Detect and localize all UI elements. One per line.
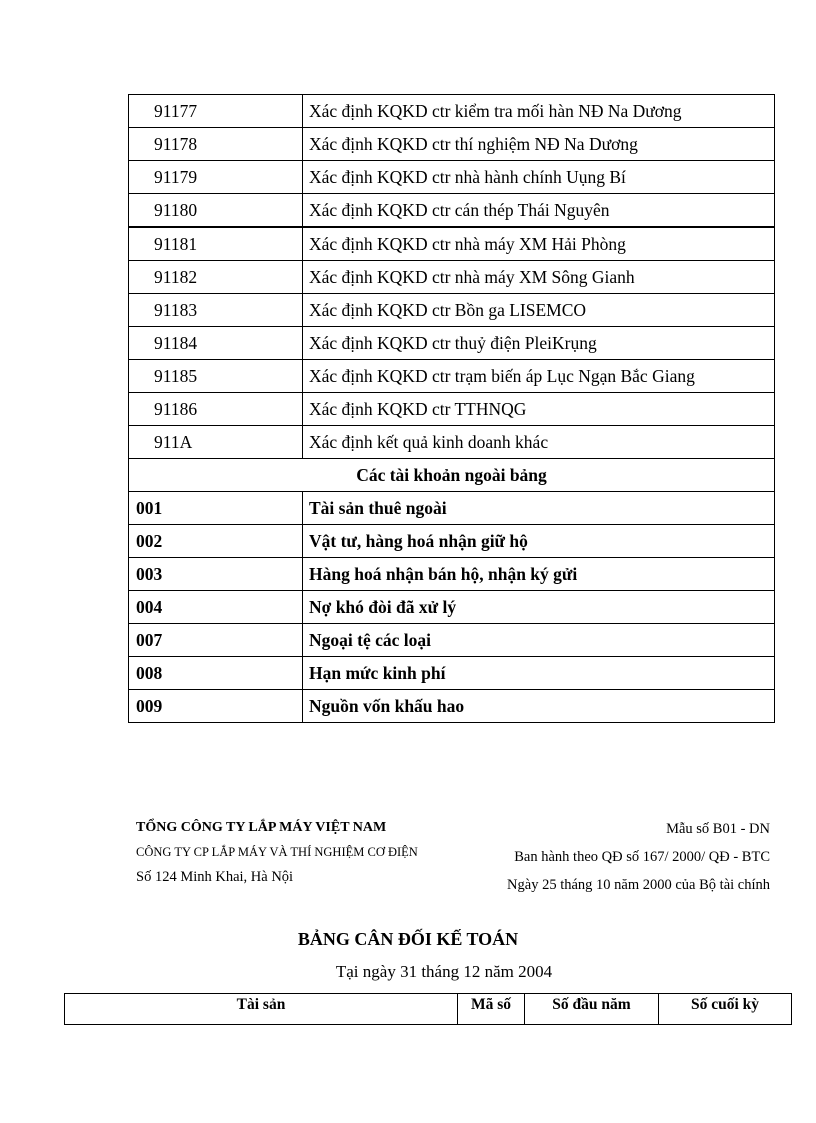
company-info [136, 815, 418, 890]
account-code: 91182 [129, 261, 303, 294]
account-code: 004 [129, 591, 303, 624]
table-row [129, 294, 775, 327]
account-code: 91185 [129, 360, 303, 393]
table-row [129, 95, 775, 128]
form-number: Mẫu số B01 - DN [666, 821, 770, 837]
account-code: 009 [129, 690, 303, 723]
table-header-row [65, 994, 792, 1025]
table-row [129, 492, 775, 525]
account-code: 91186 [129, 393, 303, 426]
header-closing-balance: Số cuối kỳ [659, 994, 792, 1025]
accounts-table [128, 94, 775, 723]
account-name: Ngoại tệ các loại [303, 624, 775, 657]
table-row [129, 227, 775, 261]
account-name: Xác định KQKD ctr cán thép Thái Nguyên [303, 194, 775, 228]
table-row [129, 194, 775, 228]
account-code: 007 [129, 624, 303, 657]
account-name: Nguồn vốn khấu hao [303, 690, 775, 723]
account-code: 003 [129, 558, 303, 591]
report-date: Tại ngày 31 tháng 12 năm 2004 [335, 962, 553, 981]
account-code: 91184 [129, 327, 303, 360]
section-row [129, 459, 775, 492]
account-name: Xác định KQKD ctr nhà hành chính Uụng Bí [303, 161, 775, 194]
issued-date: Ngày 25 tháng 10 năm 2000 của Bộ tài chính [507, 877, 770, 893]
company-name: CÔNG TY CP LẮP MÁY VÀ THÍ NGHIỆM CƠ ĐIỆN [136, 845, 418, 859]
company-address: Số 124 Minh Khai, Hà Nội [136, 869, 294, 885]
account-name: Hàng hoá nhận bán hộ, nhận ký gửi [303, 558, 775, 591]
table-row [129, 426, 775, 459]
table-row [129, 161, 775, 194]
account-name: Vật tư, hàng hoá nhận giữ hộ [303, 525, 775, 558]
table-row [129, 657, 775, 690]
account-name: Hạn mức kinh phí [303, 657, 775, 690]
table-row [129, 393, 775, 426]
header-assets: Tài sản [65, 994, 458, 1025]
account-name: Nợ khó đòi đã xử lý [303, 591, 775, 624]
account-code: 002 [129, 525, 303, 558]
account-code: 91180 [129, 194, 303, 228]
account-code: 91178 [129, 128, 303, 161]
table-row [129, 525, 775, 558]
table-row [129, 261, 775, 294]
account-name: Xác định KQKD ctr nhà máy XM Hải Phòng [303, 227, 775, 261]
issued-by: Ban hành theo QĐ số 167/ 2000/ QĐ - BTC [514, 849, 770, 865]
table-row [129, 128, 775, 161]
table-row [129, 360, 775, 393]
account-name: Xác định KQKD ctr TTHNQG [303, 393, 775, 426]
table-row [129, 690, 775, 723]
account-name: Xác định KQKD ctr Bồn ga LISEMCO [303, 294, 775, 327]
account-code: 001 [129, 492, 303, 525]
account-name: Xác định KQKD ctr thuỷ điện PleiKrụng [303, 327, 775, 360]
company-group: TỔNG CÔNG TY LẮP MÁY VIỆT NAM [136, 820, 387, 835]
account-code: 91177 [129, 95, 303, 128]
account-name: Xác định KQKD ctr trạm biến áp Lục Ngạn Bắc Giang [303, 360, 775, 393]
section-title: Các tài khoản ngoài bảng [129, 459, 775, 492]
form-info [507, 815, 770, 899]
account-name: Xác định KQKD ctr thí nghiệm NĐ Na Dương [303, 128, 775, 161]
table-row [129, 327, 775, 360]
account-code: 91179 [129, 161, 303, 194]
account-code: 008 [129, 657, 303, 690]
account-code: 91181 [129, 227, 303, 261]
account-name: Xác định KQKD ctr nhà máy XM Sông Gianh [303, 261, 775, 294]
account-name: Tài sản thuê ngoài [303, 492, 775, 525]
table-row [129, 558, 775, 591]
header-code: Mã số [458, 994, 525, 1025]
account-name: Xác định KQKD ctr kiểm tra mối hàn NĐ Na Dương [303, 95, 775, 128]
table-row [129, 591, 775, 624]
account-code: 91183 [129, 294, 303, 327]
table-row [129, 624, 775, 657]
header-opening-balance: Số đầu năm [525, 994, 659, 1025]
balance-sheet-table [64, 993, 792, 1025]
account-code: 911A [129, 426, 303, 459]
report-title: BẢNG CÂN ĐỐI KẾ TOÁN [297, 929, 519, 949]
account-name: Xác định kết quả kinh doanh khác [303, 426, 775, 459]
